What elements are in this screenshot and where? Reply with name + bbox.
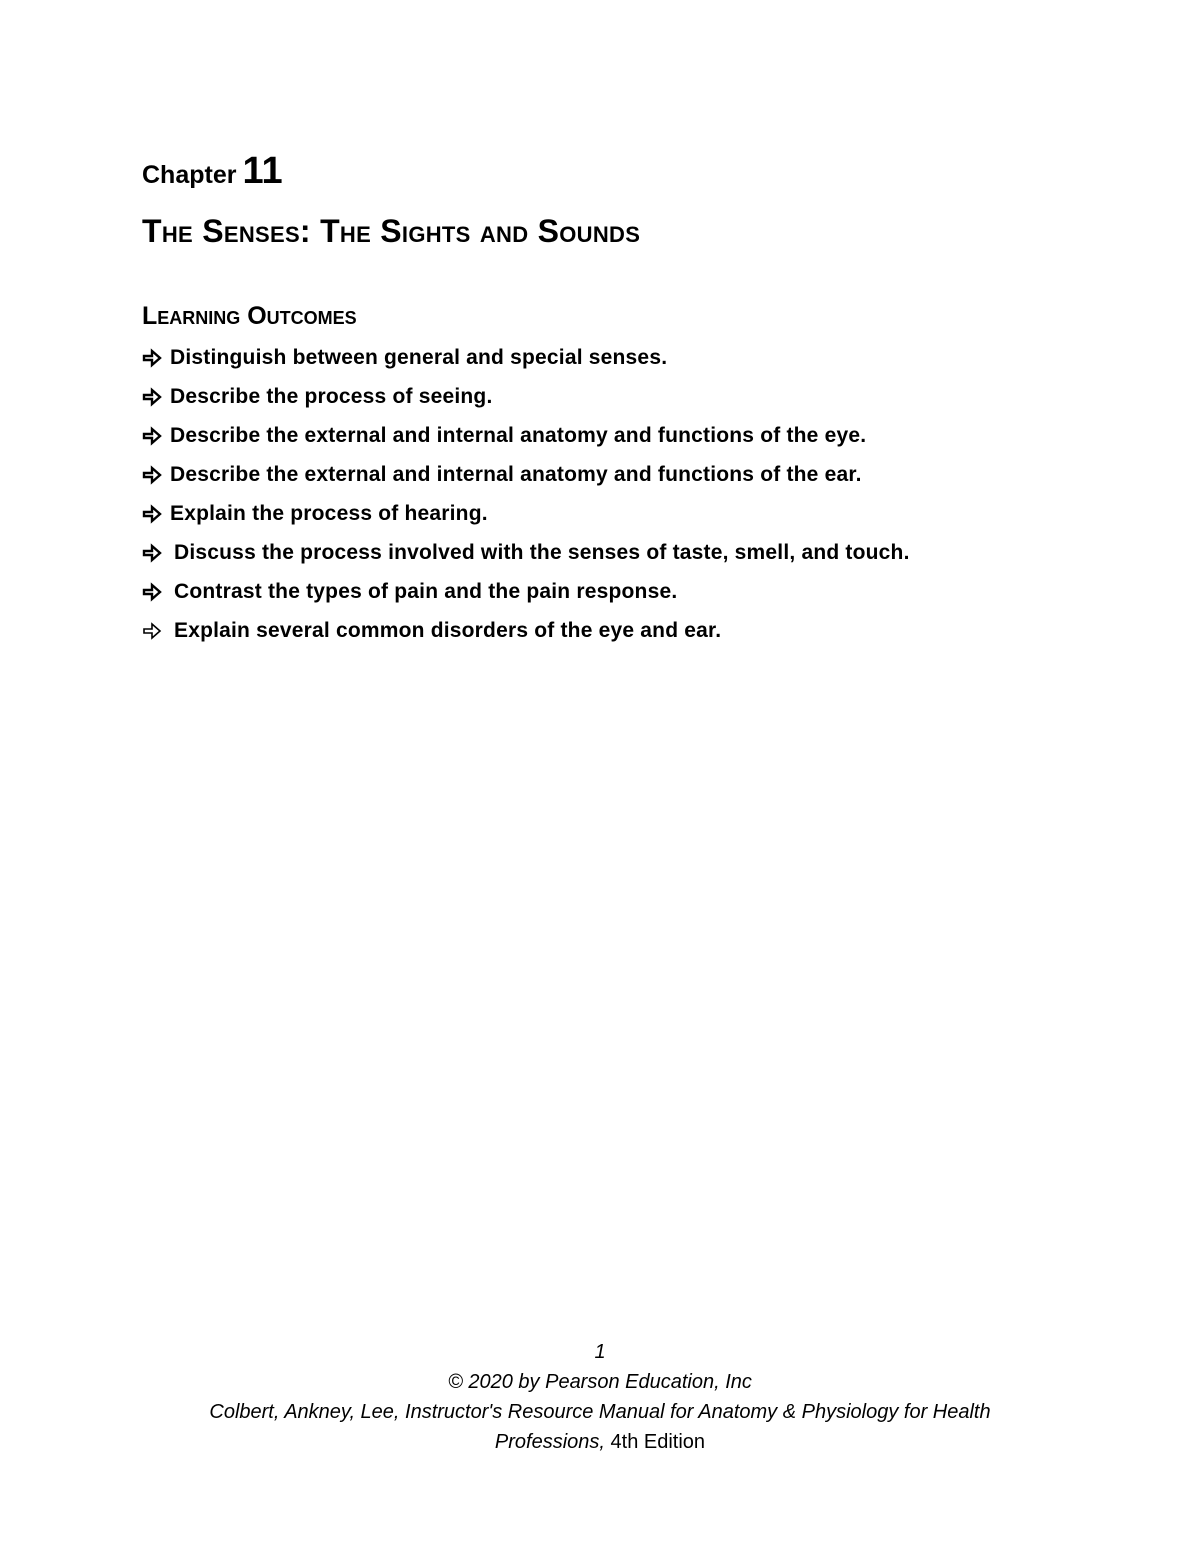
list-item	[142, 462, 910, 501]
chapter-label: Chapter	[142, 161, 237, 189]
list-item	[142, 345, 910, 384]
list-item	[142, 384, 910, 423]
right-arrow-icon	[142, 384, 164, 410]
outcome-text: Describe the external and internal anatomy and functions of the eye.	[170, 424, 867, 447]
list-item	[142, 579, 910, 618]
right-arrow-icon	[142, 501, 164, 527]
chapter-number: 11	[242, 150, 283, 192]
citation-italic-part: Professions,	[494, 1431, 605, 1453]
page-number: 1	[594, 1341, 606, 1363]
right-arrow-icon	[142, 579, 164, 605]
citation-line-2	[0, 1427, 1200, 1457]
outcome-text: Explain the process of hearing.	[170, 502, 488, 525]
learning-outcomes-list	[142, 345, 910, 657]
chapter-heading	[142, 152, 283, 190]
list-item	[142, 423, 910, 462]
right-arrow-icon	[142, 462, 164, 488]
outcome-text: Distinguish between general and special senses.	[170, 346, 668, 369]
outcome-text: Contrast the types of pain and the pain response.	[174, 580, 678, 603]
outcome-text: Explain several common disorders of the eye and ear.	[174, 619, 722, 642]
chapter-title: The Senses: The Sights and Sounds	[142, 213, 641, 249]
right-arrow-icon	[142, 540, 164, 566]
list-item	[142, 540, 910, 579]
outcome-text: Discuss the process involved with the senses of taste, smell, and touch.	[174, 541, 910, 564]
list-item	[142, 501, 910, 540]
right-arrow-icon	[142, 618, 164, 644]
right-arrow-icon	[142, 423, 164, 449]
outcome-text: Describe the process of seeing.	[170, 385, 493, 408]
right-arrow-icon	[142, 345, 164, 371]
list-item	[142, 618, 910, 657]
citation-edition: 4th Edition	[604, 1431, 706, 1453]
citation-line: Colbert, Ankney, Lee, Instructor's Resource Manual for Anatomy & Physiology for Health	[209, 1401, 991, 1423]
copyright-line: © 2020 by Pearson Education, Inc	[448, 1371, 752, 1393]
outcome-text: Describe the external and internal anatomy and functions of the ear.	[170, 463, 862, 486]
page-footer	[0, 1337, 1200, 1457]
learning-outcomes-heading: Learning Outcomes	[142, 302, 357, 330]
